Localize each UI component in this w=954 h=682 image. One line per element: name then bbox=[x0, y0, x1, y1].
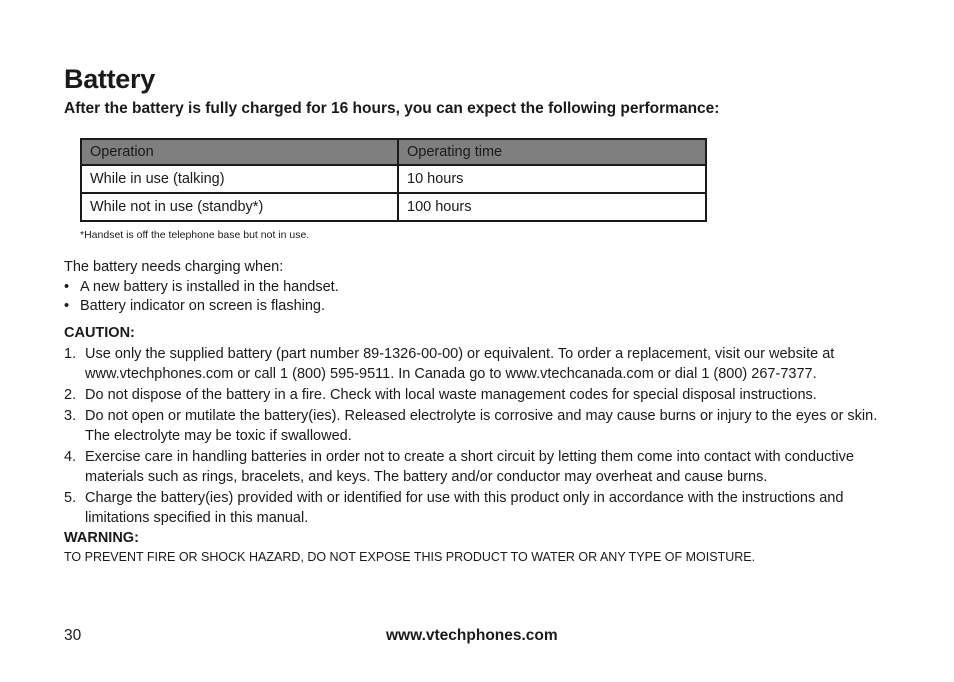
page-subtitle: After the battery is fully charged for 16 hours, you can expect the following performance: bbox=[64, 100, 720, 117]
table-header-row bbox=[81, 139, 706, 165]
warning-heading: WARNING: bbox=[64, 530, 139, 546]
caution-item bbox=[64, 488, 896, 528]
table-header-operating-time: Operating time bbox=[398, 139, 706, 165]
charging-intro: The battery needs charging when: bbox=[64, 259, 284, 275]
caution-item bbox=[64, 406, 896, 446]
page-number: 30 bbox=[64, 627, 82, 644]
table-row bbox=[81, 165, 706, 193]
caution-item-text: Use only the supplied battery (part number 89-1326-00-00) or equivalent. To order a replacement, visit our website at www.vtechphones.com or call 1 (800) 595-9511. In Canada go to www.vtechcanada.com or dial 1 (800) 267-7377. bbox=[85, 346, 835, 382]
table-cell: 10 hours bbox=[398, 165, 706, 193]
caution-item-number: 5. bbox=[64, 490, 77, 506]
caution-item-number: 4. bbox=[64, 449, 77, 465]
page-title: Battery bbox=[64, 64, 155, 94]
performance-table bbox=[80, 138, 707, 222]
caution-item-number: 1. bbox=[64, 346, 77, 362]
footer-website-link[interactable]: www.vtechphones.com bbox=[386, 627, 558, 644]
caution-heading: CAUTION: bbox=[64, 325, 135, 341]
table-header-operation: Operation bbox=[81, 139, 398, 165]
warning-text: TO PREVENT FIRE OR SHOCK HAZARD, DO NOT EXPOSE THIS PRODUCT TO WATER OR ANY TYPE OF MOISTURE. bbox=[64, 550, 756, 564]
table-cell: While in use (talking) bbox=[81, 165, 398, 193]
charging-list bbox=[64, 278, 339, 317]
caution-item bbox=[64, 385, 896, 405]
charging-section bbox=[64, 258, 339, 317]
caution-item bbox=[64, 344, 896, 384]
table-footnote: *Handset is off the telephone base but not in use. bbox=[80, 229, 310, 241]
table-row bbox=[81, 193, 706, 221]
caution-item bbox=[64, 447, 896, 487]
caution-item-number: 2. bbox=[64, 387, 77, 403]
caution-list bbox=[64, 344, 896, 529]
caution-item-text: Charge the battery(ies) provided with or identified for use with this product only in accordance with the instructions and limitations specified in this manual. bbox=[85, 490, 844, 526]
caution-item-text: Exercise care in handling batteries in order not to create a short circuit by letting them come into contact with conductive materials such as rings, bracelets, and keys. The battery and/or conductor may overheat and cause burns. bbox=[85, 449, 854, 485]
caution-item-text: Do not open or mutilate the battery(ies). Released electrolyte is corrosive and may cause burns or injury to the eyes or skin. The electrolyte may be toxic if swallowed. bbox=[85, 408, 878, 444]
caution-item-text: Do not dispose of the battery in a fire. Check with local waste management codes for special disposal instructions. bbox=[85, 387, 817, 403]
table-cell: 100 hours bbox=[398, 193, 706, 221]
list-item: • A new battery is installed in the handset. bbox=[64, 278, 339, 298]
table-cell: While not in use (standby*) bbox=[81, 193, 398, 221]
caution-item-number: 3. bbox=[64, 408, 77, 424]
list-item: • Battery indicator on screen is flashing. bbox=[64, 297, 339, 317]
